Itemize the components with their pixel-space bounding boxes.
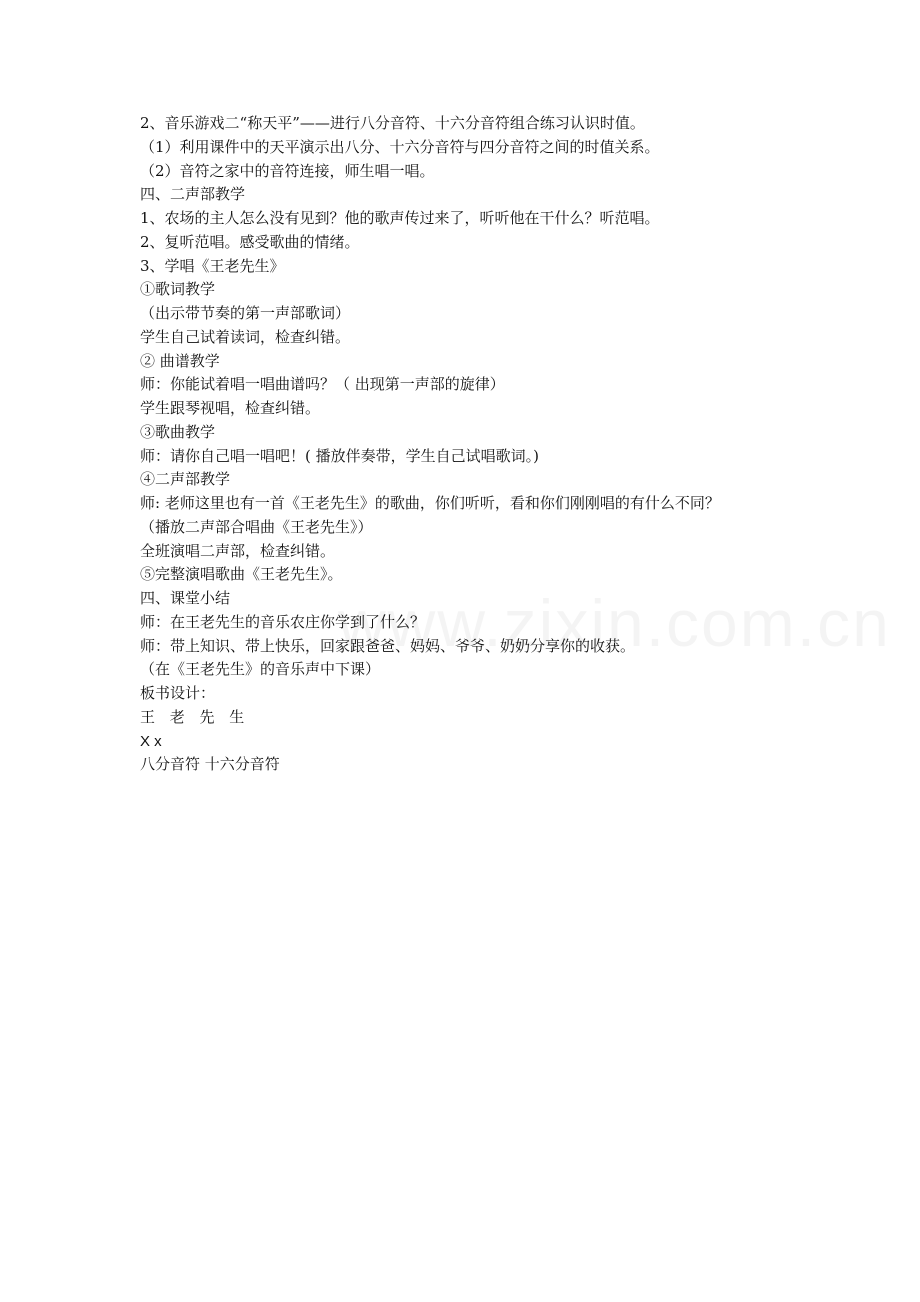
song-teaching-instruction: 师：请你自己唱一唱吧！( 播放伴奏带，学生自己试唱歌词。) xyxy=(140,446,539,465)
lyrics-teaching-note: （出示带节奏的第一声部歌词） xyxy=(140,304,351,322)
two-part-teaching-note: （播放二声部合唱曲《王老先生》） xyxy=(140,517,373,536)
lyrics-teaching-activity: 学生自己试着读词，检查纠错。 xyxy=(140,327,351,346)
teaching-step-2: 2、复听范唱。感受歌曲的情绪。 xyxy=(140,232,360,251)
complete-performance-line: ⑤完整演唱歌曲《王老先生》。 xyxy=(140,565,343,584)
two-part-teaching-question: 师: 老师这里也有一首《王老先生》的歌曲，你们听听，看和你们刚刚唱的有什么不同？ xyxy=(140,494,720,512)
lesson-plan-text xyxy=(140,112,820,777)
score-teaching-activity: 学生跟琴视唱，检查纠错。 xyxy=(140,399,321,417)
note-value-labels: 八分音符 十六分音符 xyxy=(140,755,280,774)
teaching-step-1: 1、农场的主人怎么没有见到？他的歌声传过来了，听听他在干什么？听范唱。 xyxy=(140,209,660,227)
score-teaching-heading: ② 曲谱教学 xyxy=(140,351,220,370)
class-dismissal-note: （在《王老先生》的音乐声中下课） xyxy=(140,660,381,679)
activity-2-step-1: （1）利用课件中的天平演示出八分、十六分音符与四分音符之间的时值关系。 xyxy=(140,137,660,156)
teaching-step-3: 3、学唱《王老先生》 xyxy=(140,256,285,275)
summary-closing: 师：带上知识、带上快乐，回家跟爸爸、妈妈、爷爷、奶奶分享你的收获。 xyxy=(140,636,636,655)
activity-2-step-2: （2）音符之家中的音符连接，师生唱一唱。 xyxy=(140,161,435,180)
blackboard-song-title: 王 老 先 生 xyxy=(140,707,250,726)
lyrics-teaching-heading: ①歌词教学 xyxy=(140,280,216,299)
class-summary-heading: 四、课堂小结 xyxy=(140,589,231,607)
two-part-teaching-heading: ④二声部教学 xyxy=(140,470,231,489)
summary-question: 师：在王老先生的音乐农庄你学到了什么？ xyxy=(140,612,426,631)
activity-2-heading: 2、音乐游戏二“称天平”——进行八分音符、十六分音符组合练习认识时值。 xyxy=(140,114,645,132)
song-teaching-heading: ③歌曲教学 xyxy=(140,422,216,441)
rhythm-symbols: X x xyxy=(140,732,162,750)
score-teaching-question: 师：你能试着唱一唱曲谱吗？（ 出现第一声部的旋律） xyxy=(140,375,505,394)
blackboard-design-heading: 板书设计： xyxy=(140,684,216,702)
two-part-teaching-activity: 全班演唱二声部，检查纠错。 xyxy=(140,541,336,560)
section-four-heading: 四、二声部教学 xyxy=(140,185,246,204)
